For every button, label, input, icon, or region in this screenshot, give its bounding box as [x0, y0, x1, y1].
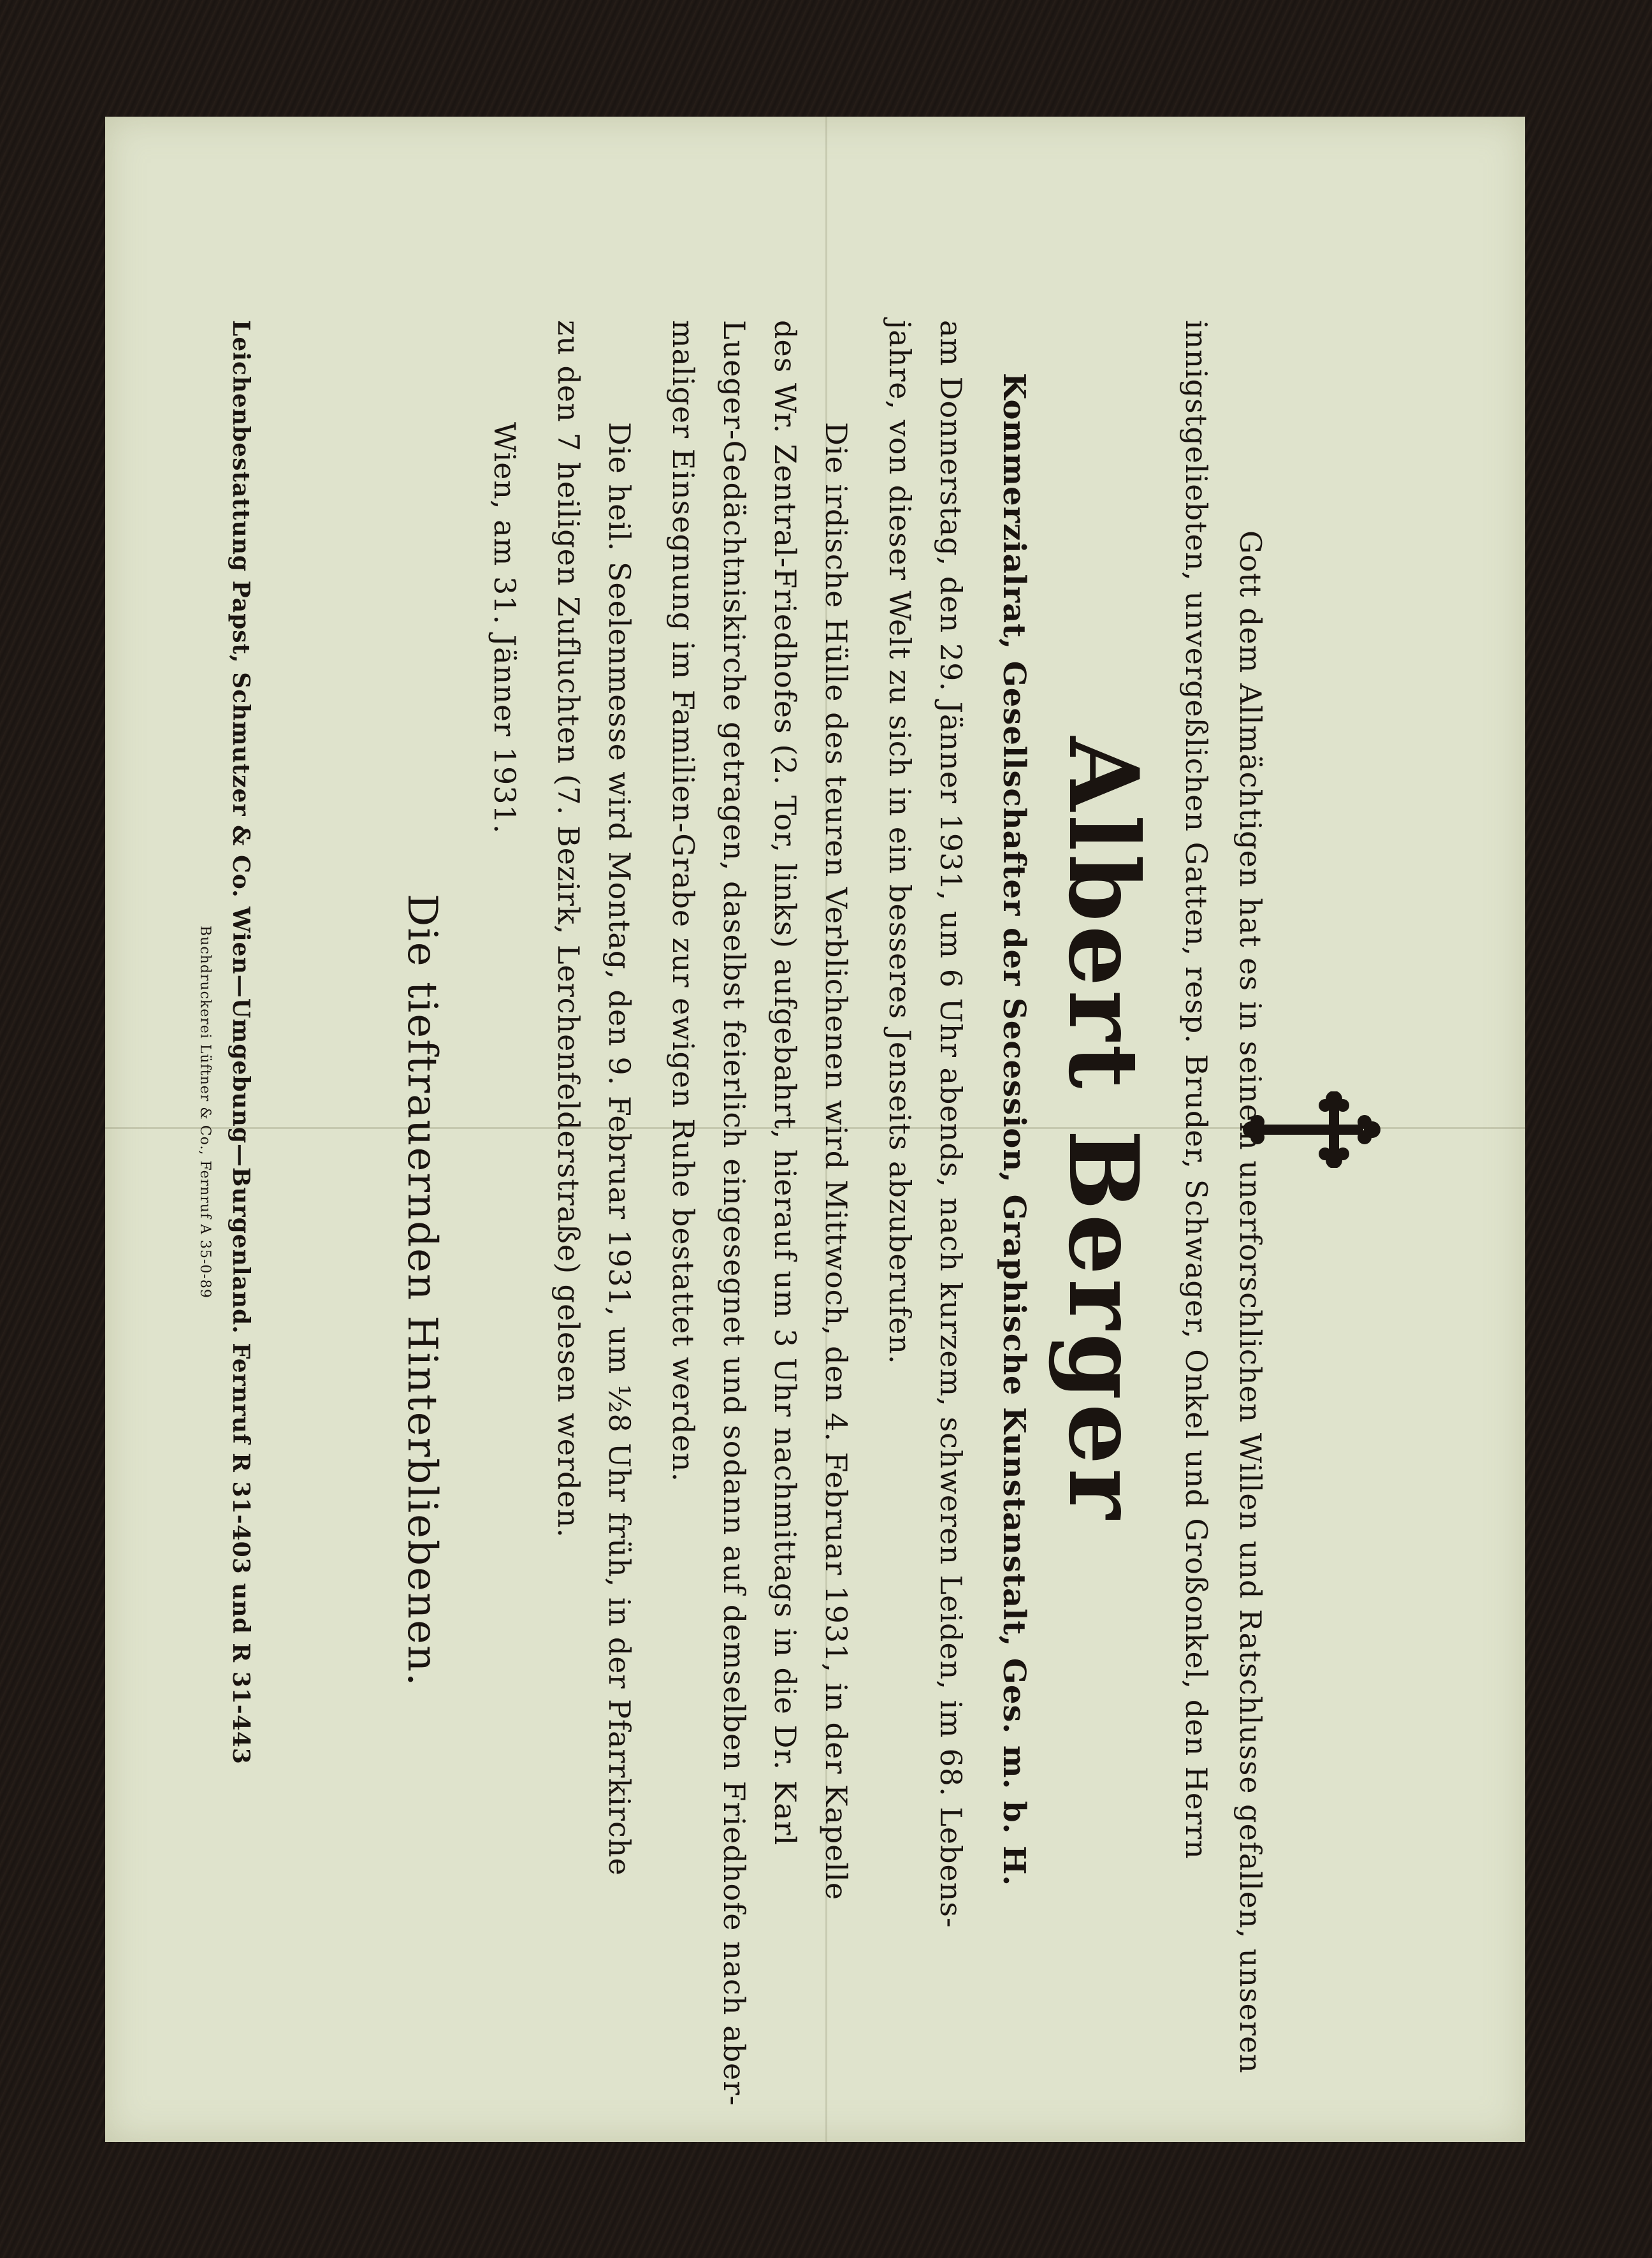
requiem-mass-line-1: Die heil. Seelenmesse wird Montag, den 9. Februar 1931, um ½8 Uhr früh, in der Pfarrkirche: [602, 421, 637, 1876]
funeral-details-line-1: Die irdische Hülle des teuren Verblichenen wird Mittwoch, den 4. Februar 1931, in der Kapelle: [819, 421, 853, 1900]
death-announcement-line-2: jahre, von dieser Welt zu sich in ein besseres Jenseits abzuberufen.: [883, 319, 917, 1365]
notice-date: Wien, am 31. Jänner 1931.: [488, 421, 522, 834]
funeral-details-line-4: maliger Einsegnung im Familien-Grabe zur ewigen Ruhe bestattet werden.: [666, 319, 700, 1482]
notice-content: [152, 173, 1478, 2106]
death-announcement-line-1: am Donnerstag, den 29. Jänner 1931, um 6 Uhr abends, nach kurzem, schweren Leiden, im 68. Lebens-: [934, 319, 968, 1928]
requiem-mass-line-2: zu den 7 heiligen Zufluchten (7. Bezirk, Lerchenfelderstraße) gelesen werden.: [551, 319, 586, 1538]
opening-line-2: innigstgeliebten, unvergeßlichen Gatten, resp. Bruder, Schwager, Onkel und Großonkel, den Herrn: [1179, 319, 1214, 1860]
undertaker-footer: Leichenbestattung Papst, Schmutzer & Co. Wien—Umgebung—Burgenland. Fernruf R 31-403 und R 31-443: [228, 319, 254, 1765]
death-notice-paper: [105, 117, 1525, 2142]
deceased-name: Albert Berger: [1047, 736, 1159, 1522]
opening-line-1: Gott dem Allmächtigen hat es in seinem unerforschlichen Willen und Ratschlusse gefallen, unseren: [1233, 530, 1268, 2074]
funeral-details-line-3: Lueger-Gedächtniskirche getragen, daselbst feierlich eingesegnet und sodann auf demselben Friedhofe nach aber-: [717, 319, 751, 2106]
printer-footer: Buchdruckerei Lüftner & Co., Fernruf A 35-0-89: [197, 925, 213, 1299]
mourners-signoff: Die tieftrauernden Hinterbliebenen.: [398, 893, 446, 1687]
funeral-details-line-2: des Wr. Zentral-Friedhofes (2. Tor, links) aufgebahrt, hierauf um 3 Uhr nachmittags in die Dr. Karl: [768, 319, 802, 1846]
deceased-title: Kommerzialrat, Gesellschafter der Secession, Graphische Kunstanstalt, Ges. m. b. H.: [996, 372, 1032, 1886]
